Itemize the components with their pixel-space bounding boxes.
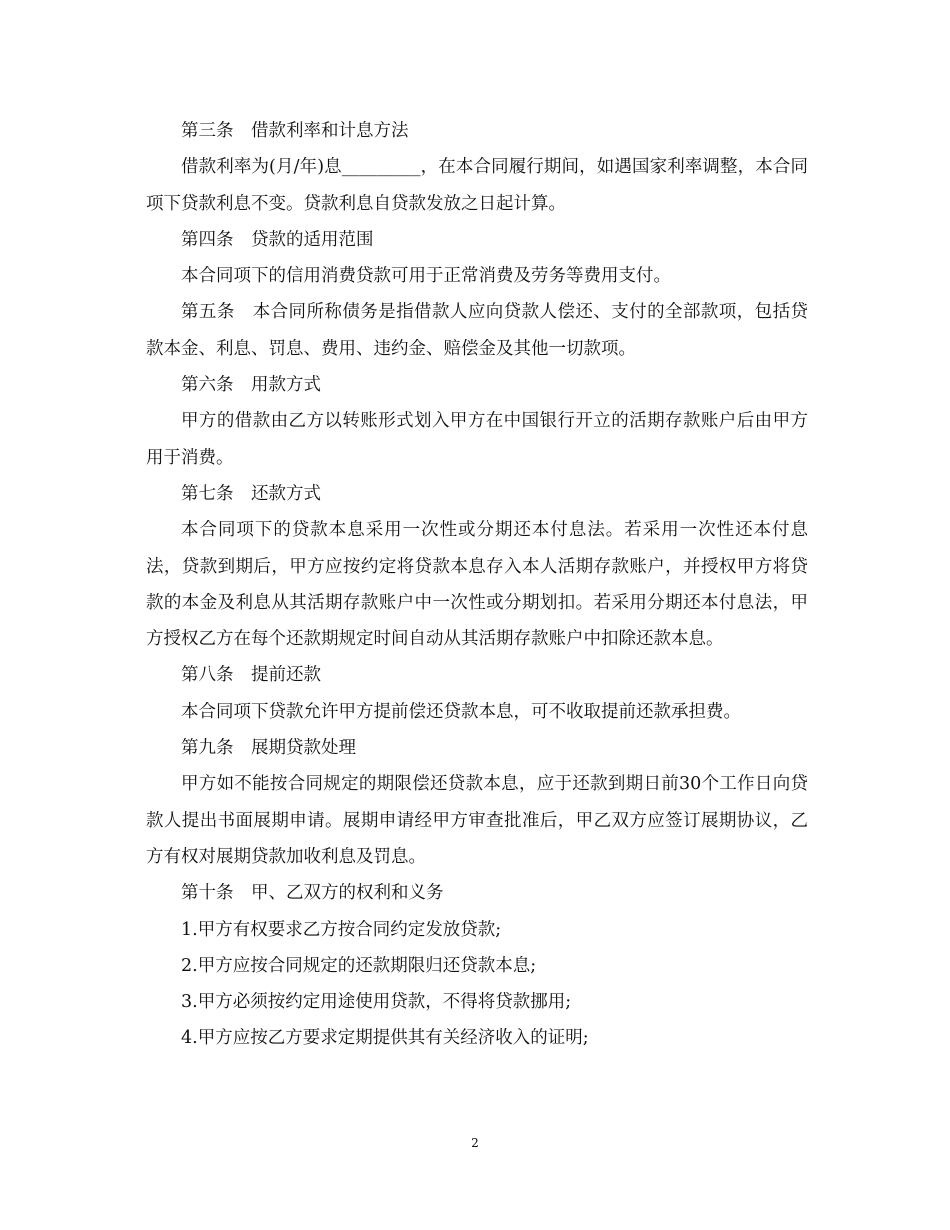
article-10-item-3: 3.甲方必须按约定用途使用贷款，不得将贷款挪用; — [181, 992, 572, 1013]
article-9-heading: 第九条 展期贷款处理 — [181, 738, 356, 759]
article-3-heading: 第三条 借款利率和计息方法 — [181, 121, 409, 141]
article-10-item-1: 1.甲方有权要求乙方按合同约定发放贷款; — [181, 919, 502, 940]
article-4-heading: 第四条 贷款的适用范围 — [181, 229, 374, 250]
article-7-text: 本合同项下的贷款本息采用一次性或分期还本付息法。若采用一次性还本付息法，贷款到期后，甲方应按约定将贷款本息存入本人活期存款账户，并授权甲方将贷款的本金及利息从其活期存款账户中一次性或分期划扣。若采用分期还本付息法，甲方授权乙方在每个还款期规定时间自动从其活期存款账户中扣除还款本息。 — [146, 520, 808, 650]
article-8-text: 本合同项下贷款允许甲方提前偿还贷款本息，可不收取提前还款承担费。 — [181, 701, 741, 722]
article-10-item-2: 2.甲方应按合同规定的还款期限归还贷款本息; — [181, 955, 537, 976]
article-9-text: 甲方如不能按合同规定的期限偿还贷款本息，应于还款到期日前30个工作日向贷款人提出书面展期申请。展期申请经甲方审查批准后，甲乙双方应签订展期协议，乙方有权对展期贷款加收利息及罚息。 — [146, 774, 808, 867]
article-10-item-4: 4.甲方应按乙方要求定期提供其有关经济收入的证明; — [181, 1028, 589, 1049]
article-10-heading: 第十条 甲、乙双方的权利和义务 — [181, 883, 444, 904]
document-body — [146, 113, 808, 1057]
article-5-text: 第五条 本合同所称债务是指借款人应向贷款人偿还、支付的全部款项，包括贷款本金、利息、罚息、费用、违约金、赔偿金及其他一切款项。 — [146, 302, 808, 359]
article-3-text: 借款利率为(月/年)息_________，在本合同履行期间，如遇国家利率调整，本合同项下贷款利息不变。贷款利息自贷款发放之日起计算。 — [146, 157, 808, 214]
article-8-heading: 第八条 提前还款 — [181, 665, 321, 686]
article-6-text: 甲方的借款由乙方以转账形式划入甲方在中国银行开立的活期存款账户后由甲方用于消费。 — [146, 411, 808, 468]
article-7-heading: 第七条 还款方式 — [181, 483, 321, 504]
page-number: 2 — [471, 1136, 479, 1150]
article-4-text: 本合同项下的信用消费贷款可用于正常消费及劳务等费用支付。 — [181, 266, 671, 287]
article-6-heading: 第六条 用款方式 — [181, 375, 321, 396]
